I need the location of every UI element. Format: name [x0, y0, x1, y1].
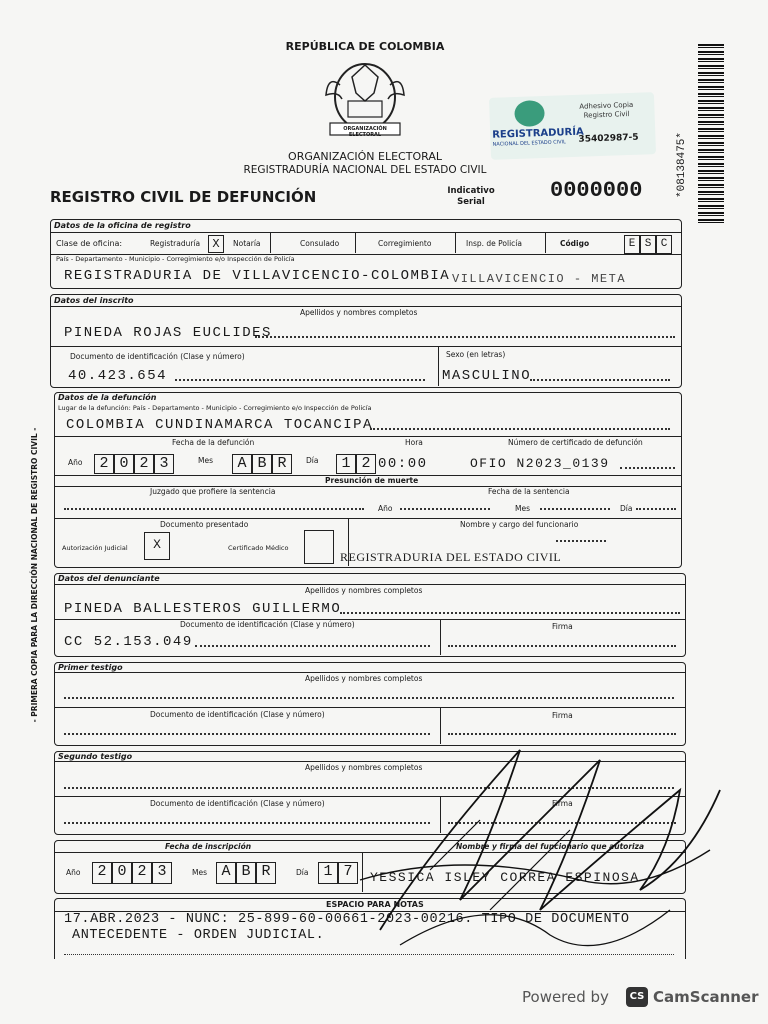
second-witness-names-label: Apellidos y nombres completos: [305, 763, 423, 772]
sentence-day-label: Día: [620, 504, 633, 513]
sentence-year-label: Año: [378, 504, 393, 513]
registration-month-letter: R: [256, 862, 276, 884]
sentence-date-label: Fecha de la sentencia: [488, 487, 570, 496]
death-year-label: Año: [68, 458, 83, 467]
sticker-number: 35402987-5: [578, 132, 639, 145]
death-year-digit: 3: [154, 454, 174, 474]
office-place-value: REGISTRADURIA DE VILLAVICENCIO-COLOMBIA: [64, 268, 451, 284]
office-code-cell: C: [656, 235, 672, 254]
org-heading: ORGANIZACIÓN ELECTORAL: [288, 150, 442, 163]
medical-certificate-label: Certificado Médico: [228, 544, 289, 552]
sticker-label-2: Registro Civil: [583, 110, 630, 120]
sticker-brand: REGISTRADURÍA: [492, 126, 584, 141]
deceased-doc-value: 40.423.654: [68, 368, 168, 384]
registraduria-checkbox[interactable]: X: [208, 235, 224, 253]
registry-heading: REGISTRADURÍA NACIONAL DEL ESTADO CIVIL: [243, 164, 487, 176]
powered-by-text: Powered by: [522, 988, 609, 1006]
death-year-digit: 2: [134, 454, 154, 474]
judicial-authorization-checkbox[interactable]: X: [144, 532, 170, 560]
declarant-doc-value: CC 52.153.049: [64, 634, 193, 650]
notes-label: ESPACIO PARA NOTAS: [326, 900, 424, 909]
death-month-letter: A: [232, 454, 252, 474]
document-presented-label: Documento presentado: [160, 520, 249, 529]
office-code-cell: E: [624, 235, 640, 254]
deceased-sex-label: Sexo (en letras): [446, 350, 506, 359]
registration-date-label: Fecha de inscripción: [165, 842, 252, 851]
declarant-signature-label: Firma: [552, 622, 573, 631]
notes-line-1: 17.ABR.2023 - NUNC: 25-899-60-00661-2023-00216. TIPO DE DOCUMENTO: [64, 912, 630, 927]
office-place-value-2: VILLAVICENCIO - META: [452, 272, 627, 286]
death-hour-value: 00:00: [378, 456, 428, 472]
death-place-value: COLOMBIA CUNDINAMARCA TOCANCIPA: [66, 417, 373, 433]
registration-year-digit: 2: [92, 862, 112, 884]
death-month-letter: B: [252, 454, 272, 474]
serial-label-1: Indicativo: [447, 186, 495, 196]
first-witness-section-label: Primer testigo: [58, 663, 123, 672]
barcode: [698, 44, 724, 224]
registering-official-value: YESSICA ISLEY CORREA ESPINOSA: [370, 870, 640, 885]
death-date-label: Fecha de la defunción: [172, 438, 255, 447]
sticker-brand-sub: NACIONAL DEL ESTADO CIVIL: [492, 139, 567, 148]
declarant-doc-label: Documento de identificación (Clase y número): [180, 620, 355, 629]
office-code-cell: S: [640, 235, 656, 254]
barcode-number: *08138475*: [676, 131, 688, 198]
first-witness-names-label: Apellidos y nombres completos: [305, 674, 423, 683]
death-day-digit: 2: [356, 454, 376, 474]
death-cert-value: OFIO N2023_0139: [470, 456, 610, 471]
seal-label: ORGANIZACIÓN ELECTORAL: [343, 126, 387, 138]
second-witness-doc-label: Documento de identificación (Clase y número): [150, 799, 325, 808]
registration-year-digit: 3: [152, 862, 172, 884]
document-title: REGISTRO CIVIL DE DEFUNCIÓN: [50, 188, 317, 206]
camscanner-brand: CamScanner: [653, 988, 759, 1006]
declarant-names-label: Apellidos y nombres completos: [305, 586, 423, 595]
declarant-section-label: Datos del denunciante: [58, 574, 160, 583]
registration-day-digit: 1: [318, 862, 338, 884]
office-place-label: País - Departamento - Municipio - Corregimiento e/o Inspección de Policía: [56, 255, 295, 263]
registration-year-digit: 0: [112, 862, 132, 884]
death-year-digit: 0: [114, 454, 134, 474]
serial-label-2: Serial: [457, 197, 485, 207]
office-registraduria-label: Registraduría: [150, 239, 201, 248]
office-notaria-label: Notaría: [233, 239, 261, 248]
death-day-label: Día: [306, 456, 319, 465]
death-hour-label: Hora: [405, 438, 423, 447]
presumption-label: Presunción de muerte: [325, 476, 419, 485]
republic-heading: REPÚBLICA DE COLOMBIA: [285, 40, 445, 53]
deceased-doc-label: Documento de identificación (Clase y número): [70, 352, 245, 361]
serial-number: 0000000: [550, 178, 643, 203]
registration-year-label: Año: [66, 868, 81, 877]
sentence-month-label: Mes: [515, 504, 530, 513]
sticker-label-1: Adhesivo Copia: [579, 100, 634, 111]
copy-sticker: [489, 92, 656, 160]
registration-day-label: Día: [296, 868, 309, 877]
registration-month-label: Mes: [192, 868, 207, 877]
office-section-label: Datos de la oficina de registro: [54, 221, 191, 230]
death-cert-label: Número de certificado de defunción: [508, 438, 643, 447]
first-witness-signature-label: Firma: [552, 711, 573, 720]
camscanner-logo-icon: CS: [626, 987, 648, 1007]
official-name-value: REGISTRADURIA DEL ESTADO CIVIL: [340, 550, 562, 564]
official-name-label: Nombre y cargo del funcionario: [460, 520, 579, 529]
second-witness-section-label: Segundo testigo: [58, 752, 133, 761]
declarant-names-value: PINEDA BALLESTEROS GUILLERMO: [64, 601, 342, 617]
registration-month-letter: B: [236, 862, 256, 884]
office-class-label: Clase de oficina:: [56, 239, 123, 248]
deceased-names-value: PINEDA ROJAS EUCLIDES: [64, 325, 272, 341]
second-witness-signature-label: Firma: [552, 799, 573, 808]
registration-month-letter: A: [216, 862, 236, 884]
death-month-label: Mes: [198, 456, 213, 465]
death-year-digit: 2: [94, 454, 114, 474]
side-copy-text: - PRIMERA COPIA PARA LA DIRECCIÓN NACIONAL DE REGISTRO CIVIL -: [30, 427, 39, 723]
office-corregimiento-label: Corregimiento: [378, 239, 432, 248]
death-day-digit: 1: [336, 454, 356, 474]
office-insp-label: Insp. de Policía: [466, 239, 522, 248]
judicial-authorization-label: Autorización Judicial: [62, 544, 128, 552]
first-witness-doc-label: Documento de identificación (Clase y número): [150, 710, 325, 719]
deceased-sex-value: MASCULINO: [442, 368, 532, 384]
death-section-label: Datos de la defunción: [58, 393, 157, 402]
office-code-label: Código: [560, 239, 590, 248]
deceased-names-label: Apellidos y nombres completos: [300, 308, 418, 317]
registration-year-digit: 2: [132, 862, 152, 884]
office-consulado-label: Consulado: [300, 239, 340, 248]
death-month-letter: R: [272, 454, 292, 474]
court-label: Juzgado que profiere la sentencia: [150, 487, 276, 496]
registraduria-logo-icon: [514, 100, 545, 127]
official-signature: [340, 730, 730, 960]
registration-day-digit: 7: [338, 862, 358, 884]
notes-line-2: ANTECEDENTE - ORDEN JUDICIAL.: [72, 928, 325, 943]
registering-official-label: Nombre y firma del funcionario que autoriza: [456, 842, 645, 851]
medical-certificate-checkbox[interactable]: [304, 530, 334, 564]
deceased-section-label: Datos del inscrito: [54, 296, 134, 305]
death-place-label: Lugar de la defunción: País - Departamento - Municipio - Corregimiento e/o Inspección de Policía: [58, 404, 372, 412]
